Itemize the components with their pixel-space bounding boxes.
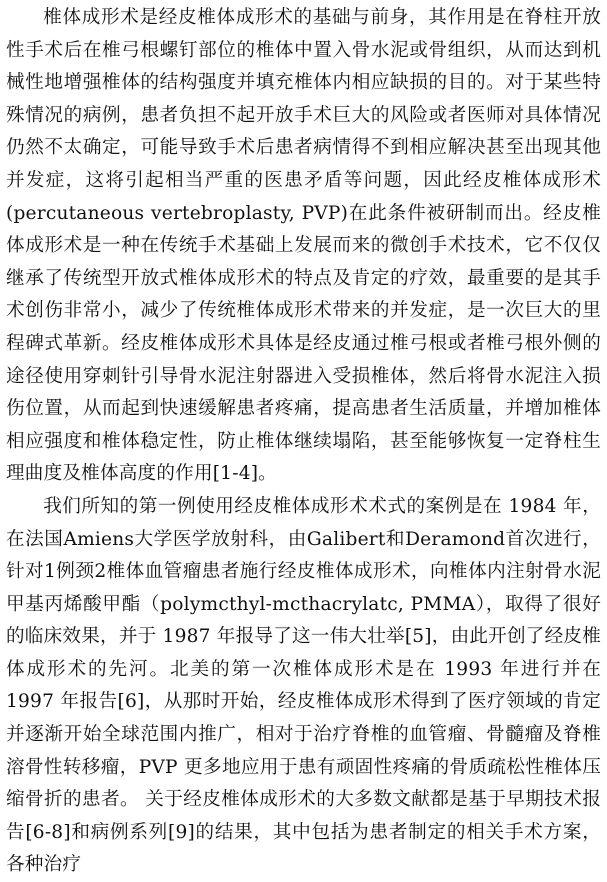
paragraph-pvp-history: 我们所知的第一例使用经皮椎体成形术术式的案例是在 1984 年，在法国Amiens大学医学放射科，由Galibert和Deramond首次进行，针对1例颈2椎体血管瘤患者施行经皮椎体成形术，向椎体内注射骨水泥甲基丙烯酸甲酯（polymcthyl-mcthacrylatc, PMMA），取得了很好的临床效果，并于 1987 年报导了这一伟大壮举[5]，由此开创了经皮椎体成形术的先河。北美的第一次椎体成形术是在 1993 年进行并在 1997 年报告[6]，从那时开始，经皮椎体成形术得到了医疗领域的肯定并逐渐开始全球范围内推广，相对于治疗脊椎的血管瘤、骨髓瘤及脊椎溶骨性转移瘤，PVP 更多地应用于患有顽固性疼痛的骨质疏松性椎体压缩骨折的患者。 关于经皮椎体成形术的大多数文献都是基于早期技术报告[6-8]和病例系列[9]的结果，其中包括为患者制定的相关手术方案，各种治疗 <box>6 495 601 876</box>
paragraph-pvp-overview: 椎体成形术是经皮椎体成形术的基础与前身，其作用是在脊柱开放性手术后在椎弓根螺钉部位的椎体中置入骨水泥或骨组织，从而达到机械性地增强椎体的结构强度并填充椎体内相应缺损的目的。对于某些特殊情况的病例，患者负担不起开放手术巨大的风险或者医师对具体情况仍然不太确定，可能导致手术后患者病情得不到相应解决甚至出现其他并发症，这将引起相当严重的医患矛盾等问题，因此经皮椎体成形术(percutaneous vertebroplasty, PVP)在此条件被研制而出。经皮椎体成形术是一种在传统手术基础上发展而来的微创手术技术，它不仅仅继承了传统型开放式椎体成形术的特点及肯定的疗效，最重要的是其手术创伤非常小，减少了传统椎体成形术带来的并发症，是一次巨大的里程碑式革新。经皮椎体成形术具体是经皮通过椎弓根或者椎弓根外侧的途径使用穿刺针引导骨水泥注射器进入受损椎体，然后将骨水泥注入损伤位置，从而起到快速缓解患者疼痛，提高患者生活质量，并增加椎体相应强度和椎体稳定性，防止椎体继续塌陷，甚至能够恢复一定脊柱生理曲度及椎体高度的作用[1-4]。 <box>6 7 601 485</box>
document-page <box>6 2 601 882</box>
